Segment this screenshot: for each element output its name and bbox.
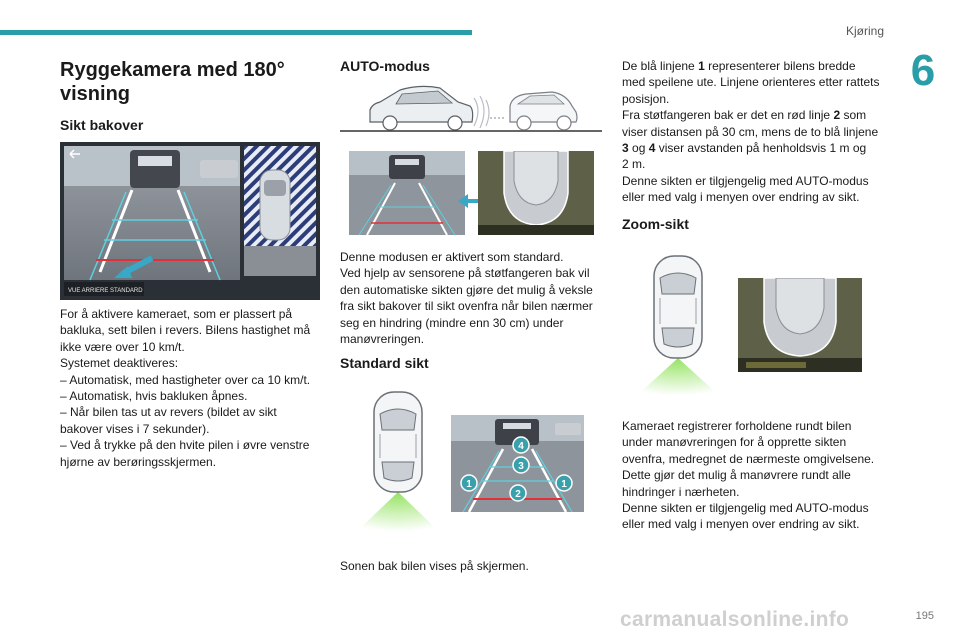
guide-badge-1-left bbox=[461, 475, 477, 491]
badge-label: 4 bbox=[518, 441, 524, 452]
text-line: eller med valg i menyen over endring av sikt. bbox=[622, 517, 860, 532]
text-line: Ved hjelp av sensorene på støtfangeren bak vil bbox=[340, 266, 590, 281]
zoom-view-camera-image bbox=[738, 278, 862, 372]
text-line: hindringer i nærheten. bbox=[622, 484, 740, 499]
text-line: Systemet deaktiveres: bbox=[60, 356, 179, 371]
badge-label: 3 bbox=[518, 461, 524, 472]
text-line: eller med valg i menyen over endring av sikt. bbox=[622, 190, 860, 205]
section-heading-standard-view: Standard sikt bbox=[340, 355, 429, 371]
auto-mode-text bbox=[340, 249, 602, 347]
text-line: fra sikt bakover til sikt ovenfra når bilen nærmer bbox=[340, 299, 593, 314]
guide-badge-3 bbox=[513, 457, 529, 473]
standard-view-car-diagram bbox=[352, 386, 444, 536]
text-line: Denne sikten er tilgjengelig med AUTO-modus bbox=[622, 173, 869, 188]
rear-camera-screen-image bbox=[60, 142, 320, 300]
text-line: For å aktivere kameraet, som er plassert på bbox=[60, 307, 293, 321]
text-line: Kameraet registrerer forholdene rundt bilen bbox=[622, 419, 852, 433]
rear-camera-illustration bbox=[60, 142, 320, 300]
chapter-number: 6 bbox=[910, 46, 936, 95]
text-line: – Når bilen tas ut av revers (bildet av sikt bbox=[60, 405, 277, 420]
section-heading-rear-view: Sikt bakover bbox=[60, 117, 144, 133]
guide-badge-4 bbox=[513, 437, 529, 453]
text-line: hjørne av berøringsskjermen. bbox=[60, 454, 217, 469]
chapter-name: Kjøring bbox=[845, 24, 884, 38]
section-heading-zoom-view: Zoom-sikt bbox=[622, 216, 689, 232]
text-line: – Automatisk, hvis bakluken åpnes. bbox=[60, 389, 248, 404]
standard-view-camera-image bbox=[451, 415, 584, 512]
text-line: bakover vises i 7 sekunder). bbox=[60, 421, 210, 436]
chapter-accent-bar bbox=[0, 30, 472, 35]
text-line: den automatiske sikten gjøre det mulig å veksle bbox=[340, 282, 593, 297]
badge-label: 1 bbox=[561, 479, 567, 490]
badge-label: 2 bbox=[515, 489, 521, 500]
text-line: med speilene ute. Linjene orienteres etter rattets bbox=[622, 75, 880, 90]
text-line: Fra støtfangeren bak er det en rød linje 2 som bbox=[622, 108, 867, 123]
text-line: posisjon. bbox=[622, 91, 670, 106]
text-line: under manøvreringen for å opprette sikten bbox=[622, 435, 847, 450]
auto-rear-view-image bbox=[349, 151, 465, 235]
text-line: – Ved å trykke på den hvite pilen i øvre venstre bbox=[60, 438, 310, 453]
rear-view-text bbox=[60, 306, 322, 470]
page-number: 195 bbox=[915, 610, 934, 622]
guide-badge-2 bbox=[510, 485, 526, 501]
text-line: – Automatisk, med hastigheter over ca 10 km/t. bbox=[60, 372, 311, 387]
guide-lines-text bbox=[622, 58, 890, 206]
text-line: 2 m. bbox=[622, 157, 646, 172]
text-line: ovenfra, medregnet de nærmeste omgivelsene. bbox=[622, 451, 875, 466]
text-line: manøvreringen. bbox=[340, 332, 425, 347]
text-line: ikke være over 10 km/t. bbox=[60, 339, 185, 354]
text-line: De blå linjene 1 representerer bilens bredde bbox=[622, 59, 856, 73]
zoom-view-text bbox=[622, 418, 890, 533]
guide-badge-1-right bbox=[556, 475, 572, 491]
auto-top-view-image bbox=[478, 151, 594, 235]
watermark: carmanualsonline.info bbox=[620, 608, 850, 631]
text-line: Dette gjør det mulig å manøvrere rundt alle bbox=[622, 468, 851, 483]
section-heading-auto-mode: AUTO-modus bbox=[340, 58, 430, 74]
badge-label: 1 bbox=[466, 479, 472, 490]
text-line: Denne sikten er tilgjengelig med AUTO-modus bbox=[622, 501, 869, 516]
zoom-view-car-diagram bbox=[632, 252, 724, 400]
car-approaching-illustration bbox=[340, 80, 602, 136]
text-line: viser distansen på 30 cm, mens de to blå linjene bbox=[622, 124, 879, 139]
text-line: Denne modusen er aktivert som standard. bbox=[340, 250, 564, 264]
screen-caption: VUE ARRIERE STANDARD bbox=[68, 288, 143, 294]
text-line: 3 og 4 viser avstanden på henholdsvis 1 m og bbox=[622, 141, 867, 156]
text-line: bakluka, sett bilen i revers. Bilens hastighet må bbox=[60, 323, 311, 338]
page-title bbox=[60, 58, 320, 106]
title-line-2: visning bbox=[60, 83, 131, 105]
text-line: seg en hindring (mindre enn 30 cm) under bbox=[340, 315, 564, 330]
standard-view-caption: Sonen bak bilen vises på skjermen. bbox=[340, 559, 529, 573]
title-line-1: Ryggekamera med 180° bbox=[60, 59, 285, 81]
